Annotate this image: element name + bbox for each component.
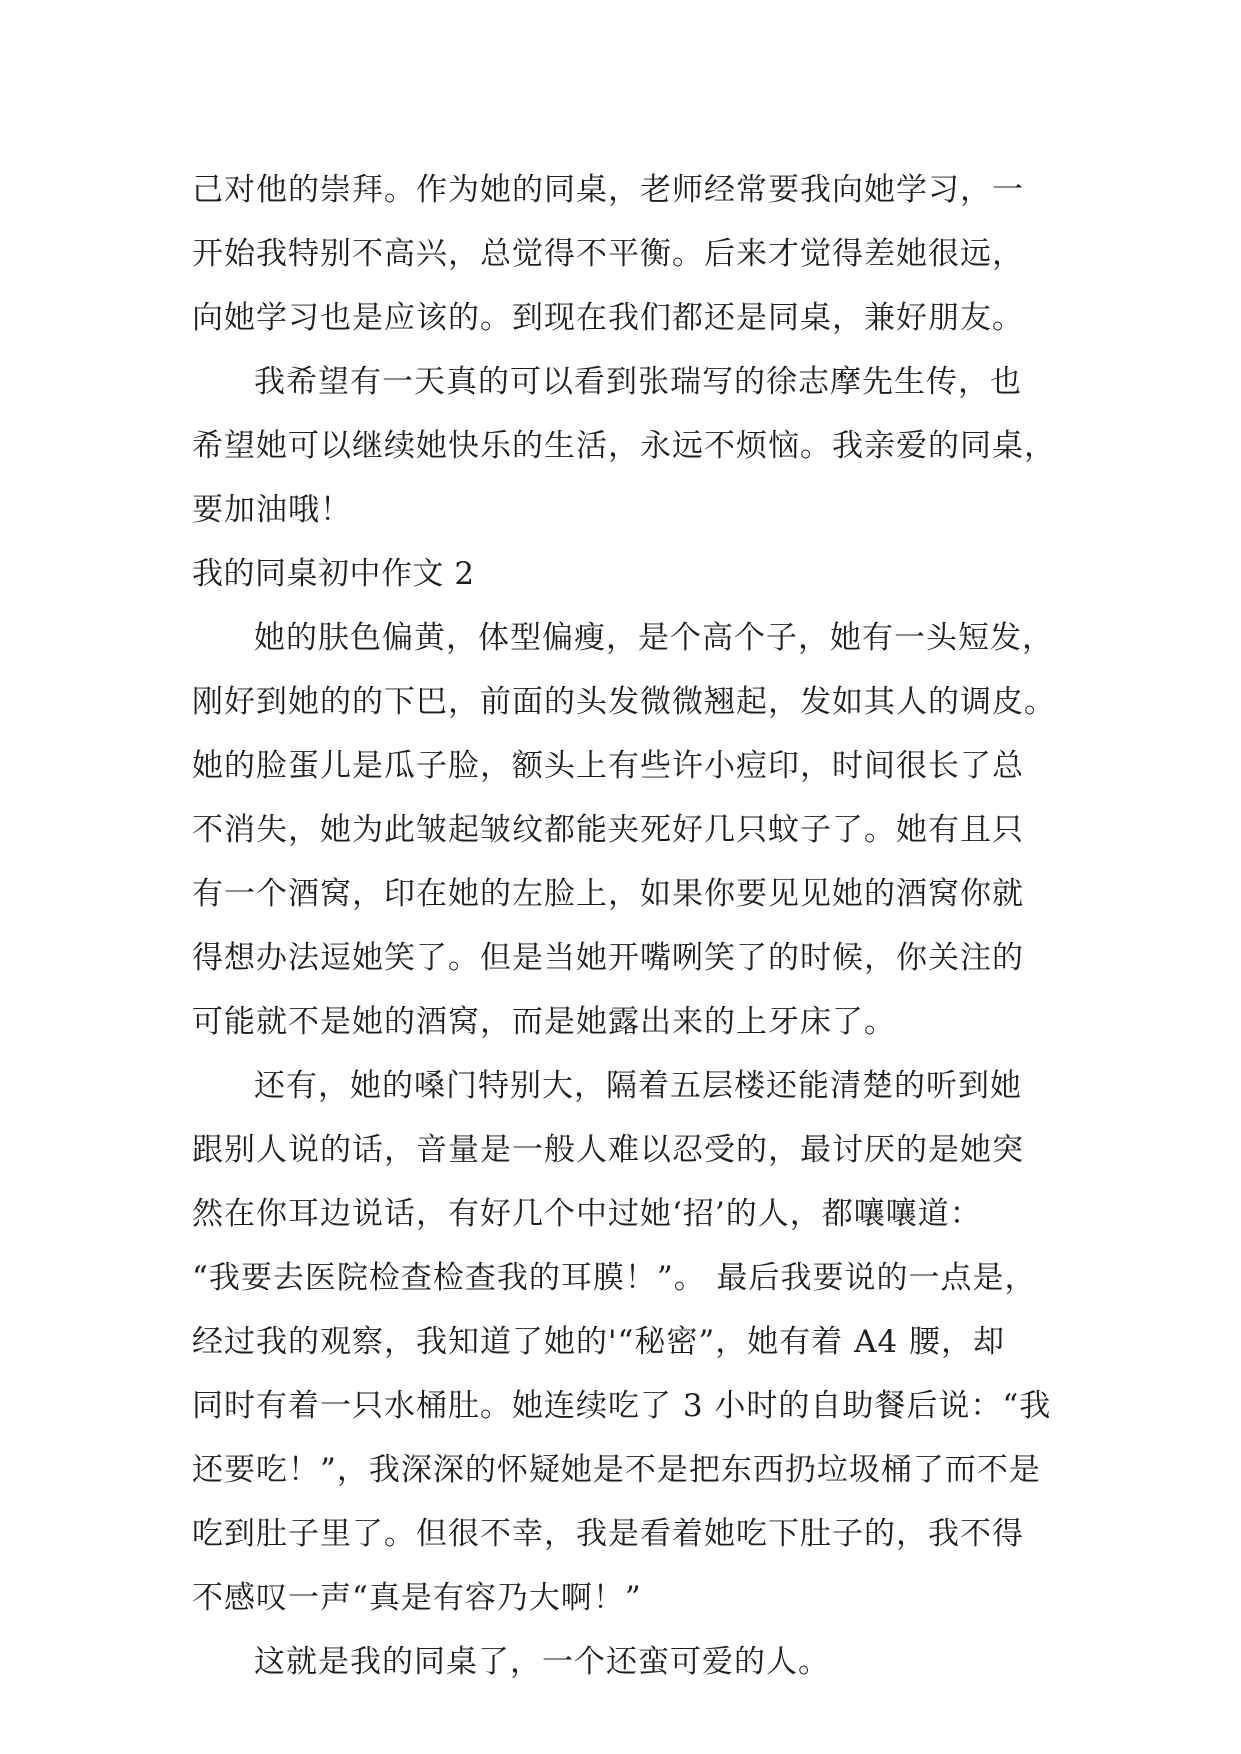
text-line: 同时有着一只水桶肚。她连续吃了 3 小时的自助餐后说：“我	[192, 1388, 1052, 1424]
text-line: 不消失，她为此皱起皱纹都能夹死好几只蚊子了。她有且只	[192, 812, 1024, 848]
text-line: 还有，她的嗓门特别大，隔着五层楼还能清楚的听到她	[254, 1068, 1022, 1104]
text-line: 吃到肚子里了。但很不幸，我是看着她吃下肚子的，我不得	[192, 1516, 1024, 1552]
text-line: 刚好到她的的下巴，前面的头发微微翘起，发如其人的调皮。	[192, 684, 1056, 720]
text-line: 她的脸蛋儿是瓜子脸，额头上有些许小痘印，时间很长了总	[192, 748, 1024, 784]
text-line: 得想办法逗她笑了。但是当她开嘴咧笑了的时候，你关注的	[192, 940, 1024, 976]
text-line: 向她学习也是应该的。到现在我们都还是同桌，兼好朋友。	[192, 300, 1024, 336]
text-line: 还要吃！”，我深深的怀疑她是不是把东西扔垃圾桶了而不是	[192, 1452, 1041, 1488]
text-line: 不感叹一声“真是有容乃大啊！”	[192, 1580, 642, 1616]
text-line: 跟别人说的话，音量是一般人难以忍受的，最讨厌的是她突	[192, 1132, 1024, 1168]
text-line: 我希望有一天真的可以看到张瑞写的徐志摩先生传，也	[254, 364, 1022, 400]
text-line: 这就是我的同桌了，一个还蛮可爱的人。	[254, 1644, 830, 1680]
section-heading: 我的同桌初中作文 2	[192, 556, 475, 592]
text-line: 己对他的崇拜。作为她的同桌，老师经常要我向她学习，一	[192, 172, 1024, 208]
text-line: 有一个酒窝，印在她的左脸上，如果你要见见她的酒窝你就	[192, 876, 1024, 912]
text-line: 希望她可以继续她快乐的生活，永远不烦恼。我亲爱的同桌，	[192, 428, 1056, 464]
text-line: 然在你耳边说话，有好几个中过她‘招’的人，都嚷嚷道：	[192, 1196, 982, 1232]
text-line: 要加油哦！	[192, 492, 352, 528]
text-line: 她的肤色偏黄，体型偏瘦，是个高个子，她有一头短发，	[254, 620, 1054, 656]
text-line: 可能就不是她的酒窝，而是她露出来的上牙床了。	[192, 1004, 896, 1040]
text-line: 开始我特别不高兴，总觉得不平衡。后来才觉得差她很远，	[192, 236, 1024, 272]
text-line: 经过我的观察，我知道了她的'“秘密”，她有着 A4 腰，却	[192, 1324, 1006, 1360]
document-body	[192, 158, 1072, 1694]
text-line: “我要去医院检查检查我的耳膜！”。 最后我要说的一点是，	[192, 1260, 1037, 1296]
